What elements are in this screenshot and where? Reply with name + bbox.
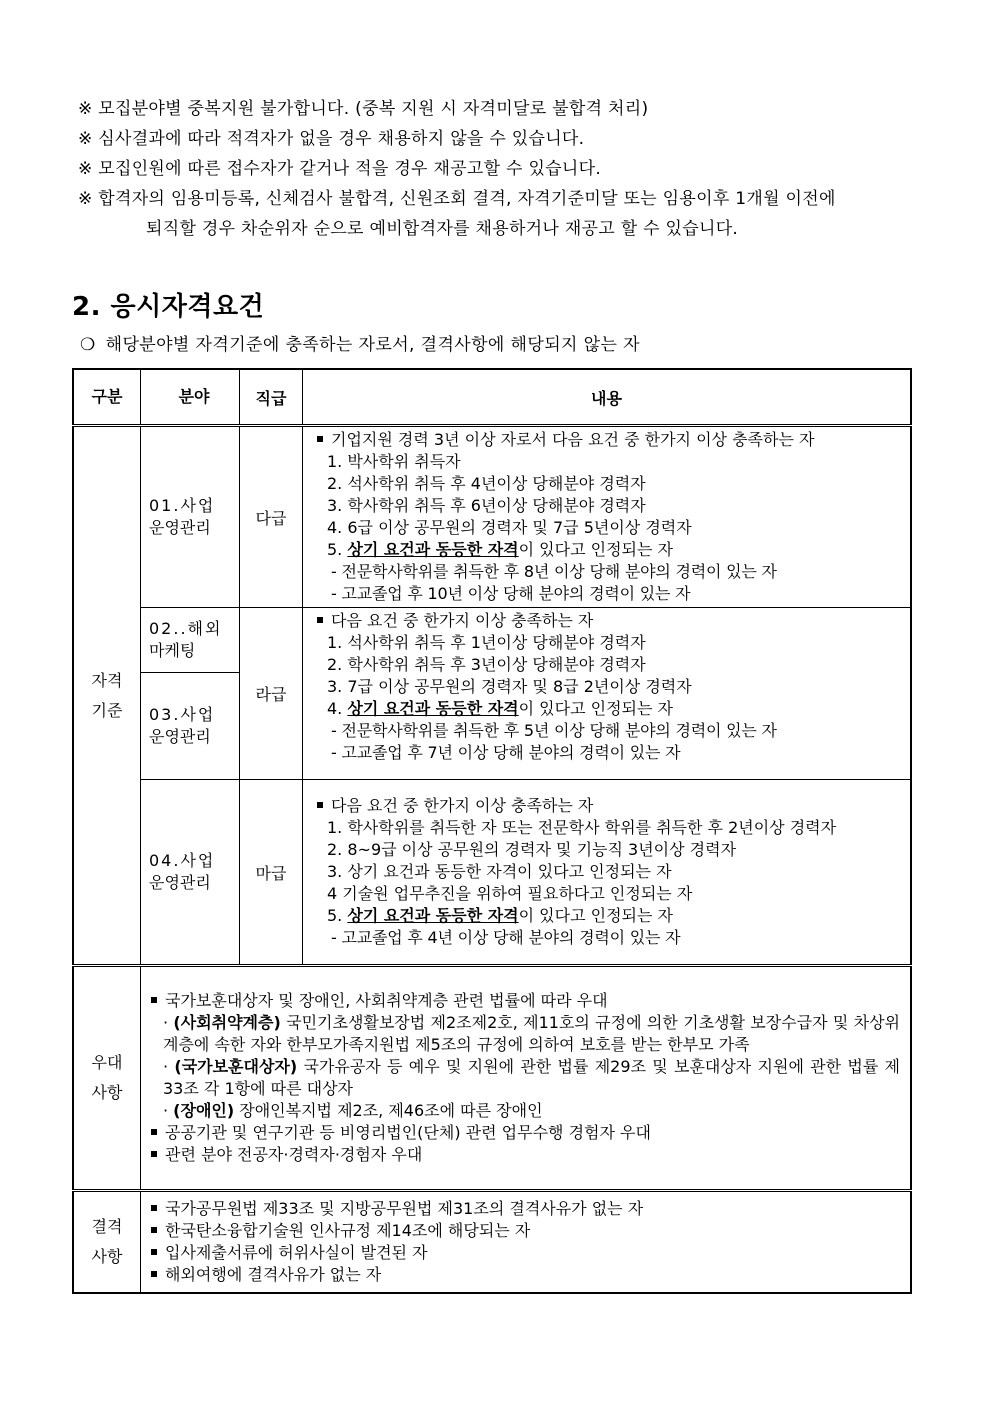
pref-sub-label: (사회취약계층) <box>173 1013 281 1032</box>
content-cell <box>303 780 912 966</box>
square-bullet-icon <box>151 1129 157 1135</box>
disq-item: 국가공무원법 제33조 및 지방공무원법 제31조의 결격사유가 없는 자 <box>165 1199 644 1218</box>
disq-category-line: 사항 <box>91 1247 123 1266</box>
notice-item-continued: 퇴직할 경우 차순위자 순으로 예비합격자를 채용하거나 재공고 할 수 있습니다. <box>146 219 739 239</box>
pref-category-cell <box>73 966 141 1191</box>
content-item: 4. 6급 이상 공무원의 경력자 및 7급 5년이상 경력자 <box>327 518 692 537</box>
pref-sub-text: 국가유공자 등 예우 및 지원에 관한 법률 제29조 및 보훈대상자 지원에 관한 법률 제33조 각 1항에 따른 대상자 <box>163 1057 901 1098</box>
content-item <box>313 905 902 927</box>
notice-item: ※ 모집분야별 중복지원 불가합니다. (중복 지원 시 자격미달로 불합격 처리) <box>78 99 649 119</box>
content-lead: 다음 요건 중 한가지 이상 충족하는 자 <box>331 611 594 630</box>
item-number: 4. <box>327 699 348 718</box>
disq-item: 한국탄소융합기술원 인사규정 제14조에 해당되는 자 <box>165 1221 531 1240</box>
pref-sub-label: (장애인) <box>173 1101 235 1120</box>
square-bullet-icon <box>151 1271 157 1277</box>
content-item: 1. 석사학위 취득 후 1년이상 당해분야 경력자 <box>327 633 646 652</box>
square-bullet-icon <box>317 436 323 442</box>
disq-category-line: 결격 <box>91 1217 123 1236</box>
qualification-table <box>72 368 912 1294</box>
qual-category-line: 기준 <box>91 700 123 720</box>
section-subtitle-text: 해당분야별 자격기준에 충족하는 자로서, 결격사항에 해당되지 않는 자 <box>105 335 640 355</box>
content-item: 1. 박사학위 취득자 <box>327 452 461 471</box>
section-subtitle <box>80 330 640 355</box>
table-row <box>73 966 911 1191</box>
table-row <box>73 1191 911 1294</box>
item-text: 이 있다고 인정되는 자 <box>518 906 674 925</box>
content-item: 1. 학사학위를 취득한 자 또는 전문학사 학위를 취득한 후 2년이상 경력자 <box>327 818 837 837</box>
table-row <box>73 780 911 966</box>
item-text: 이 있다고 인정되는 자 <box>518 699 674 718</box>
item-number: 5. <box>327 906 348 925</box>
content-item <box>313 539 902 561</box>
content-item: 3. 7급 이상 공무원의 경력자 및 8급 2년이상 경력자 <box>327 677 692 696</box>
content-subitem: - 전문학사학위를 취득한 후 5년 이상 당해 분야의 경력이 있는 자 <box>331 721 777 740</box>
pref-subitem: · (장애인) 장애인복지법 제2조, 제46조에 따른 장애인 <box>163 1101 543 1120</box>
content-subitem: - 고교졸업 후 10년 이상 당해 분야의 경력이 있는 자 <box>331 584 691 603</box>
content-lead: 기업지원 경력 3년 이상 자로서 다음 요건 중 한가지 이상 충족하는 자 <box>331 430 815 449</box>
content-item <box>313 698 902 720</box>
table-row <box>73 608 911 673</box>
header-gubun: 구분 <box>73 369 141 426</box>
content-item: 3. 상기 요건과 동등한 자격이 있다고 인정되는 자 <box>327 862 672 881</box>
table-row <box>73 426 911 608</box>
pref-subitem: · (사회취약계층) 국민기초생활보장법 제2조제2호, 제11호의 규정에 의한 기초생활 보장수급자 및 차상위계층에 속한 자와 한부모가족지원법 제5조의 규정에 의하여 보호를 받는 한부모 가족 <box>163 1013 901 1054</box>
content-subitem: - 고교졸업 후 4년 이상 당해 분야의 경력이 있는 자 <box>331 928 681 947</box>
content-item: 2. 석사학위 취득 후 4년이상 당해분야 경력자 <box>327 474 646 493</box>
pref-content-cell <box>141 966 912 1191</box>
item-number: 5. <box>327 540 348 559</box>
grade-cell: 라급 <box>240 608 303 780</box>
notice-list <box>78 94 928 244</box>
content-lead: 다음 요건 중 한가지 이상 충족하는 자 <box>331 796 594 815</box>
field-line: 운영관리 <box>149 518 211 537</box>
field-cell <box>141 608 240 673</box>
content-cell <box>303 426 912 608</box>
disq-content-cell <box>141 1191 912 1294</box>
disq-item: 입사제출서류에 허위사실이 발견된 자 <box>165 1243 428 1262</box>
pref-category-line: 사항 <box>91 1083 123 1102</box>
field-line: 02..해외 <box>149 619 223 638</box>
content-item: 4 기술원 업무추진을 위하여 필요하다고 인정되는 자 <box>327 884 693 903</box>
circle-bullet-icon: ❍ <box>80 335 96 355</box>
field-line: 운영관리 <box>149 727 211 746</box>
notice-item: ※ 합격자의 임용미등록, 신체검사 불합격, 신원조회 결격, 자격기준미달 또는 임용이후 1개월 이전에 <box>78 189 836 209</box>
item-emphasis: 상기 요건과 동등한 자격 <box>347 540 519 559</box>
square-bullet-icon <box>151 1227 157 1233</box>
header-grade: 직급 <box>240 369 303 426</box>
header-field: 분야 <box>141 369 240 426</box>
content-item: 2. 학사학위 취득 후 3년이상 당해분야 경력자 <box>327 655 646 674</box>
field-cell <box>141 780 240 966</box>
pref-sub-text: 장애인복지법 제2조, 제46조에 따른 장애인 <box>234 1101 543 1120</box>
field-cell <box>141 673 240 780</box>
field-line: 03.사업 <box>149 705 216 724</box>
table-header-row <box>73 369 911 426</box>
content-subitem: - 고교졸업 후 7년 이상 당해 분야의 경력이 있는 자 <box>331 743 681 762</box>
header-content: 내용 <box>303 369 912 426</box>
section-title: 2. 응시자격요건 <box>72 292 265 322</box>
notice-item: ※ 모집인원에 따른 접수자가 같거나 적을 경우 재공고할 수 있습니다. <box>78 159 602 179</box>
content-item: 2. 8~9급 이상 공무원의 경력자 및 기능직 3년이상 경력자 <box>327 840 737 859</box>
field-line: 01.사업 <box>149 496 216 515</box>
item-emphasis: 상기 요건과 동등한 자격 <box>347 699 519 718</box>
square-bullet-icon <box>151 1151 157 1157</box>
field-cell <box>141 426 240 608</box>
pref-item: 관련 분야 전공자·경력자·경험자 우대 <box>165 1145 423 1164</box>
disq-category-cell <box>73 1191 141 1294</box>
field-line: 마케팅 <box>149 641 196 660</box>
field-line: 운영관리 <box>149 873 211 892</box>
pref-category-line: 우대 <box>91 1053 123 1072</box>
square-bullet-icon <box>317 617 323 623</box>
square-bullet-icon <box>151 1249 157 1255</box>
pref-subitem: · (국가보훈대상자) 국가유공자 등 예우 및 지원에 관한 법률 제29조 및 보훈대상자 지원에 관한 법률 제33조 각 1항에 따른 대상자 <box>163 1057 901 1098</box>
square-bullet-icon <box>151 997 157 1003</box>
content-item: 3. 학사학위 취득 후 6년이상 당해분야 경력자 <box>327 496 646 515</box>
pref-sub-label: (국가보훈대상자) <box>174 1057 298 1076</box>
pref-sub-text: 국민기초생활보장법 제2조제2호, 제11호의 규정에 의한 기초생활 보장수급자 및 차상위계층에 속한 자와 한부모가족지원법 제5조의 규정에 의하여 보호를 받는 한부모 가족 <box>163 1013 901 1054</box>
notice-item: ※ 심사결과에 따라 적격자가 없을 경우 채용하지 않을 수 있습니다. <box>78 129 585 149</box>
pref-item: 공공기관 및 연구기관 등 비영리법인(단체) 관련 업무수행 경험자 우대 <box>165 1123 651 1142</box>
grade-cell: 다급 <box>240 426 303 608</box>
field-line: 04.사업 <box>149 851 216 870</box>
item-emphasis: 상기 요건과 동등한 자격 <box>347 906 519 925</box>
item-text: 이 있다고 인정되는 자 <box>518 540 674 559</box>
qual-category-cell <box>73 426 141 966</box>
pref-lead: 국가보훈대상자 및 장애인, 사회취약계층 관련 법률에 따라 우대 <box>165 991 608 1010</box>
content-cell <box>303 608 912 780</box>
qual-category-line: 자격 <box>91 670 123 690</box>
content-subitem: - 전문학사학위를 취득한 후 8년 이상 당해 분야의 경력이 있는 자 <box>331 562 777 581</box>
square-bullet-icon <box>317 802 323 808</box>
grade-cell: 마급 <box>240 780 303 966</box>
square-bullet-icon <box>151 1205 157 1211</box>
disq-item: 해외여행에 결격사유가 없는 자 <box>165 1265 382 1284</box>
